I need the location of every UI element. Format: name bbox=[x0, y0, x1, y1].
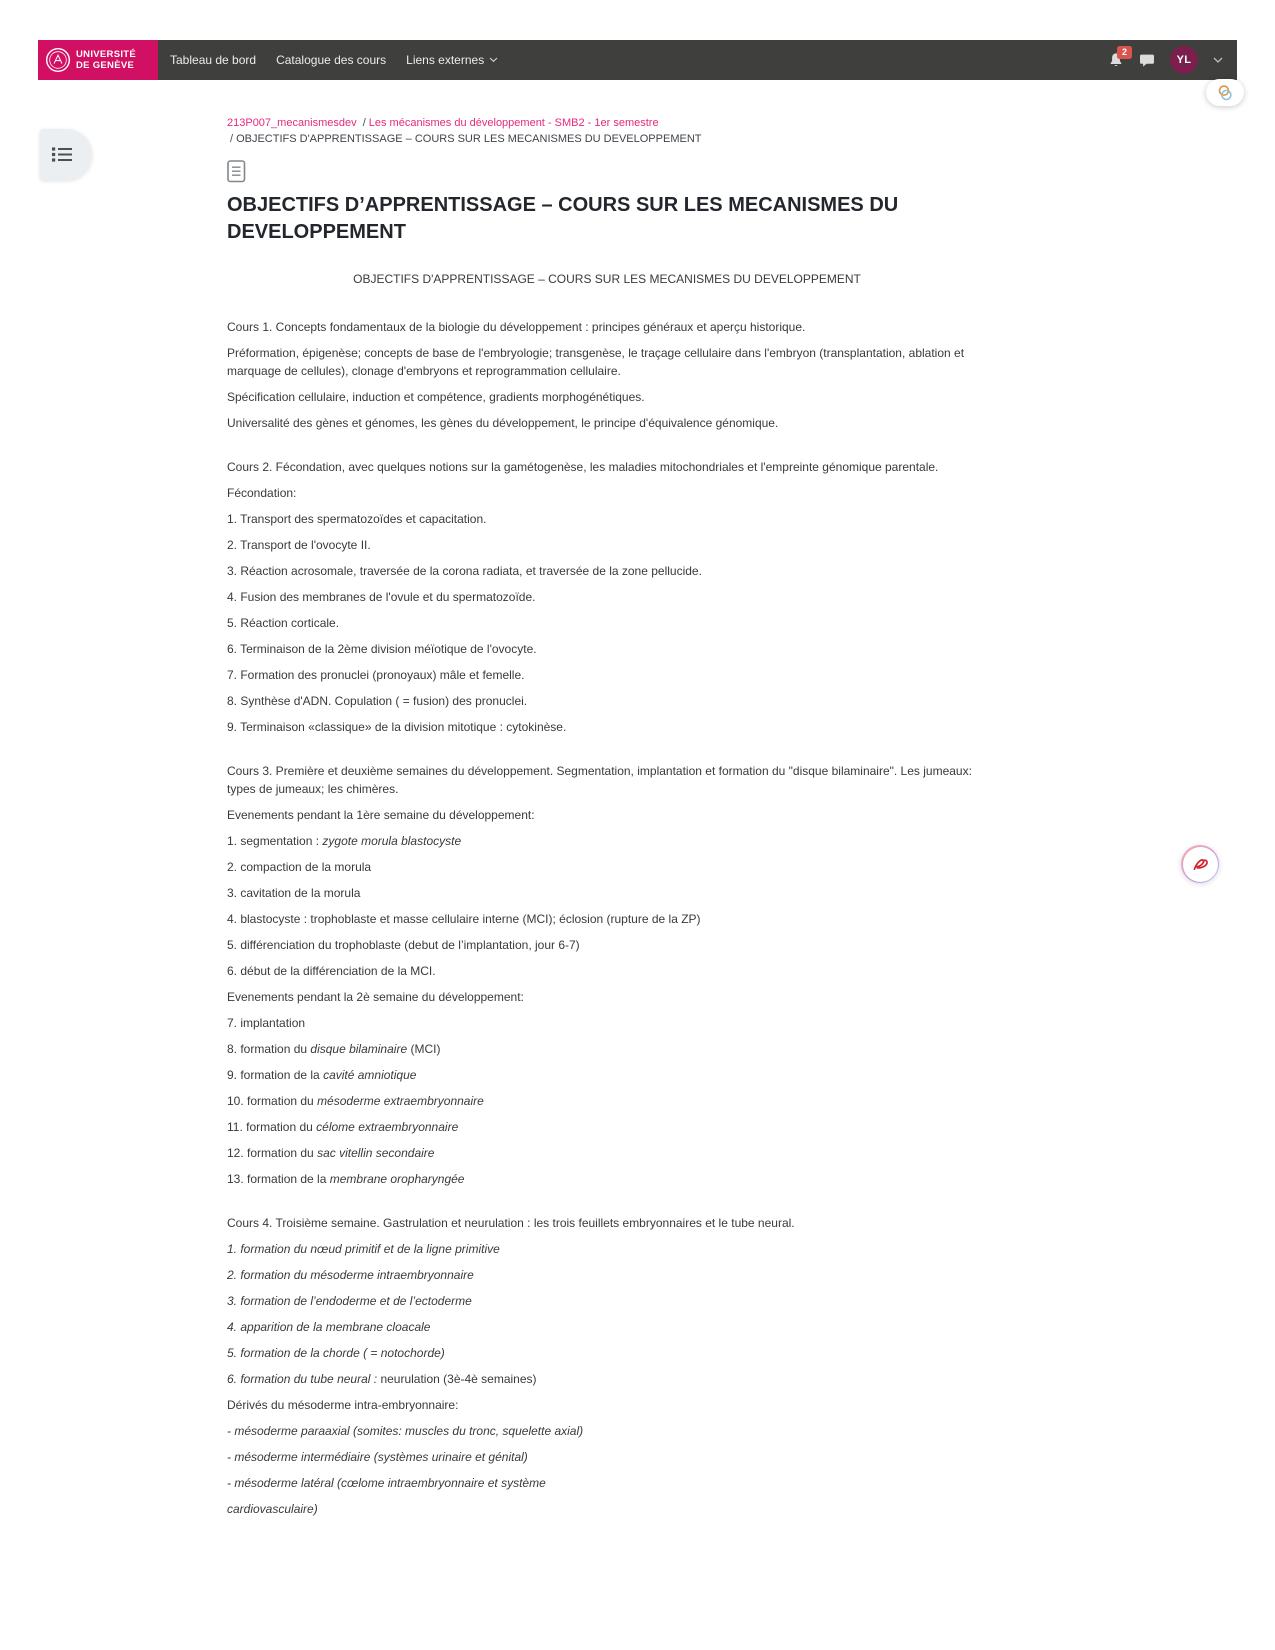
paragraph: cardiovasculaire) bbox=[227, 1502, 318, 1516]
paragraph: 2. compaction de la morula bbox=[227, 860, 372, 874]
paragraph: 3. cavitation de la morula bbox=[227, 886, 361, 900]
list-icon bbox=[52, 146, 72, 163]
paragraph: 5. Réaction corticale. bbox=[227, 616, 340, 630]
breadcrumb-course-shortname[interactable]: 213P007_mecanismesdev bbox=[227, 117, 357, 129]
paragraph: Cours 1. Concepts fondamentaux de la biologie du développement : principes généraux et aperçu historique. bbox=[227, 320, 806, 334]
paragraph: 10. formation du mésoderme extraembryonnaire bbox=[227, 1094, 484, 1108]
paragraph: Cours 4. Troisième semaine. Gastrulation et neurulation : les trois feuillets embryonnaires et le tube neural. bbox=[227, 1216, 795, 1230]
pdf-export-button[interactable] bbox=[1181, 845, 1219, 883]
paragraph: Dérivés du mésoderme intra-embryonnaire: bbox=[227, 1398, 459, 1412]
nav-course-catalogue[interactable]: Catalogue des cours bbox=[276, 53, 387, 67]
paragraph: 3. Réaction acrosomale, traversée de la corona radiata, et traversée de la zone pellucide. bbox=[227, 564, 702, 578]
paragraph: 1. segmentation : zygote morula blastocyste bbox=[227, 834, 462, 848]
breadcrumb-current-page: OBJECTIFS D'APPRENTISSAGE – COURS SUR LES MECANISMES DU DEVELOPPEMENT bbox=[236, 133, 702, 145]
document-heading: OBJECTIFS D'APPRENTISSAGE – COURS SUR LES MECANISMES DU DEVELOPPEMENT bbox=[353, 272, 861, 286]
paragraph: - mésoderme intermédiaire (systèmes urinaire et génital) bbox=[227, 1450, 528, 1464]
paragraph: 11. formation du célome extraembryonnaire bbox=[227, 1120, 459, 1134]
document-icon bbox=[227, 160, 246, 183]
nav-external-links-label: Liens externes bbox=[406, 53, 485, 67]
browser-extension-button[interactable] bbox=[1206, 79, 1244, 106]
paragraph: - mésoderme latéral (cœlome intraembryonnaire et système bbox=[227, 1476, 546, 1490]
primary-nav bbox=[170, 53, 498, 67]
brand-text bbox=[76, 49, 136, 71]
paragraph: 2. Transport de l'ovocyte II. bbox=[227, 538, 371, 552]
paragraph: 3. formation de l’endoderme et de l’ectoderme bbox=[227, 1294, 472, 1308]
paragraph: 2. formation du mésoderme intraembryonnaire bbox=[227, 1268, 474, 1282]
paragraph: Universalité des gènes et génomes, les gènes du développement, le principe d'équivalence génomique. bbox=[227, 416, 779, 430]
paragraph: Evenements pendant la 2è semaine du développement: bbox=[227, 990, 524, 1004]
breadcrumb-separator: / bbox=[362, 117, 366, 129]
pdf-badge-inner bbox=[1183, 847, 1218, 882]
nav-dashboard[interactable]: Tableau de bord bbox=[170, 53, 257, 67]
paragraph: 1. formation du nœud primitif et de la ligne primitive bbox=[227, 1242, 500, 1256]
nav-external-links[interactable] bbox=[406, 53, 498, 67]
chevron-down-icon bbox=[489, 57, 498, 63]
paragraph: 4. Fusion des membranes de l'ovule et du spermatozoïde. bbox=[227, 590, 536, 604]
paragraph: Cours 3. Première et deuxième semaines du développement. Segmentation, implantation et formation du "disque bilaminaire". Les jumeaux: types de jumeaux; les chimères. bbox=[227, 764, 972, 796]
breadcrumb-course-name[interactable]: Les mécanismes du développement - SMB2 - 1er semestre bbox=[368, 117, 659, 129]
user-avatar[interactable]: YL bbox=[1170, 46, 1198, 74]
paragraph: 13. formation de la membrane oropharyngée bbox=[227, 1172, 465, 1186]
paragraph: 7. implantation bbox=[227, 1016, 306, 1030]
paragraph: 7. Formation des pronuclei (pronoyaux) mâle et femelle. bbox=[227, 668, 525, 682]
paragraph: 5. formation de la chorde ( = notochorde) bbox=[227, 1346, 445, 1360]
paragraph: 4. apparition de la membrane cloacale bbox=[227, 1320, 431, 1334]
paragraph: Cours 2. Fécondation, avec quelques notions sur la gamétogenèse, les maladies mitochondriales et l'empreinte génomique parentale. bbox=[227, 460, 939, 474]
paragraph: Préformation, épigenèse; concepts de base de l'embryologie; transgenèse, le traçage cellulaire dans l'embryon (transplantation, ablation et marquage de cellules), clonage d'embryons et reprogrammation cellulaire. bbox=[227, 346, 965, 378]
notification-badge: 2 bbox=[1117, 46, 1132, 59]
breadcrumb bbox=[227, 115, 987, 147]
paragraph: 9. formation de la cavité amniotique bbox=[227, 1068, 417, 1082]
resource-type-icon-wrap bbox=[227, 160, 987, 183]
overlapping-rings-icon bbox=[1215, 83, 1235, 103]
paragraph: Evenements pendant la 1ère semaine du développement: bbox=[227, 808, 535, 822]
paragraph: 6. formation du tube neural : neurulation (3è-4è semaines) bbox=[227, 1372, 537, 1386]
paragraph: 1. Transport des spermatozoïdes et capacitation. bbox=[227, 512, 487, 526]
paragraph: - mésoderme paraaxial (somites: muscles du tronc, squelette axial) bbox=[227, 1424, 584, 1438]
course-index-toggle[interactable] bbox=[40, 129, 92, 180]
chevron-down-icon bbox=[1213, 57, 1223, 64]
breadcrumb-separator: / bbox=[230, 133, 234, 145]
paragraph: 8. Synthèse d'ADN. Copulation ( = fusion) des pronuclei. bbox=[227, 694, 528, 708]
university-logo[interactable] bbox=[38, 40, 158, 80]
navbar-actions bbox=[1108, 46, 1237, 74]
paragraph: 6. début de la différenciation de la MCI. bbox=[227, 964, 436, 978]
page-title: OBJECTIFS D’APPRENTISSAGE – COURS SUR LES MECANISMES DU DEVELOPPEMENT bbox=[227, 194, 899, 243]
brand-line2: DE GENÈVE bbox=[76, 60, 135, 71]
user-menu-button[interactable] bbox=[1213, 57, 1223, 64]
acrobat-pdf-icon bbox=[1190, 854, 1210, 874]
document-body bbox=[227, 318, 987, 1518]
messages-button[interactable] bbox=[1139, 52, 1155, 68]
notifications-button[interactable] bbox=[1108, 47, 1127, 68]
paragraph: Fécondation: bbox=[227, 486, 297, 500]
paragraph: 12. formation du sac vitellin secondaire bbox=[227, 1146, 435, 1160]
chat-icon bbox=[1139, 52, 1155, 68]
unige-seal-icon bbox=[45, 47, 71, 73]
paragraph: 8. formation du disque bilaminaire (MCI) bbox=[227, 1042, 441, 1056]
paragraph: 6. Terminaison de la 2ème division méïotique de l'ovocyte. bbox=[227, 642, 537, 656]
paragraph: 9. Terminaison «classique» de la division mitotique : cytokinèse. bbox=[227, 720, 567, 734]
paragraph: Spécification cellulaire, induction et compétence, gradients morphogénétiques. bbox=[227, 390, 645, 404]
paragraph: 5. différenciation du trophoblaste (debut de l’implantation, jour 6-7) bbox=[227, 938, 580, 952]
brand-line1: UNIVERSITÉ bbox=[76, 49, 137, 60]
top-navbar bbox=[38, 40, 1237, 80]
paragraph: 4. blastocyste : trophoblaste et masse cellulaire interne (MCI); éclosion (rupture de la ZP) bbox=[227, 912, 701, 926]
main-content bbox=[227, 115, 987, 1526]
